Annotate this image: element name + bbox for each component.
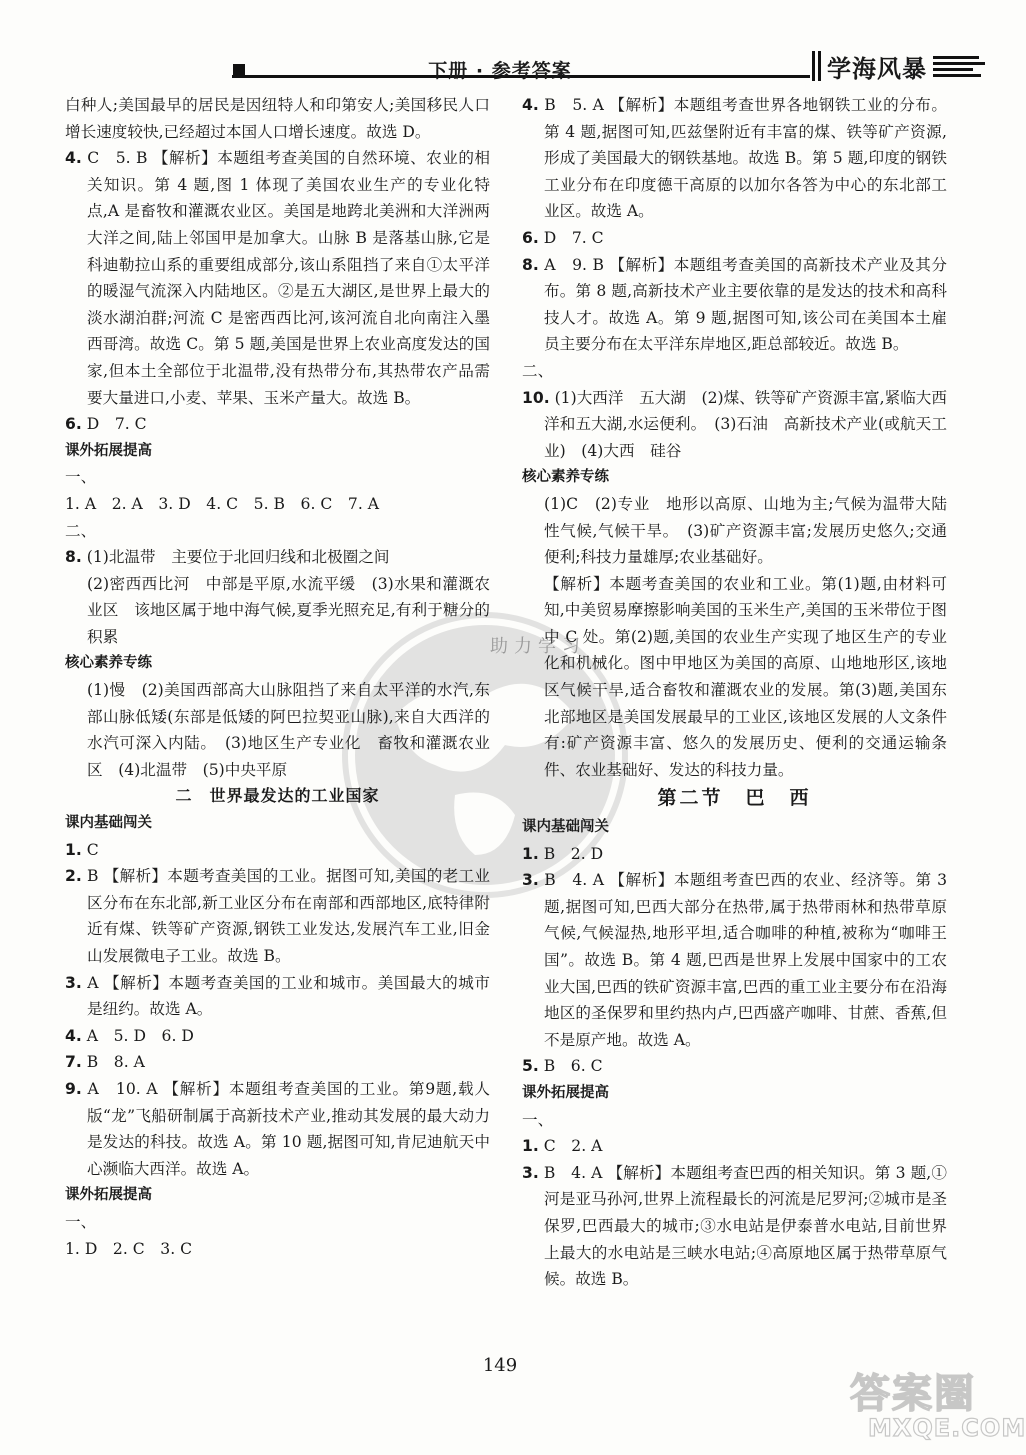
question-number: 9. bbox=[65, 1079, 82, 1098]
answer-item bbox=[65, 411, 490, 438]
logo-bars-icon bbox=[812, 51, 821, 81]
subsection-heading: 核心素养专练 bbox=[65, 655, 152, 672]
answer-text: B 8. A bbox=[86, 1053, 145, 1072]
answer-text: B 5. A 【解析】本题组考查世界各地钢铁工业的分布。第 4 题,据图可知,匹兹堡附近有丰富的煤、铁等矿产资源,形成了美国最大的钢铁基地。故选 B。第 5 题,印度的钢铁工业分布在印度德干高原的以加尔各答为中心的东北部工业区。故选 A。 bbox=[544, 96, 947, 221]
subsection-heading: 核心素养专练 bbox=[522, 469, 609, 486]
left-column bbox=[65, 92, 490, 1262]
header-title: 下册 · 参考答案 bbox=[428, 60, 572, 82]
answer-text: (1)大西洋 五大湖 (2)煤、铁等矿产资源丰富,紧临大西洋和五大湖,水运便利。 (3)石油 高新技术产业(或航天工业) (4)大西 硅谷 bbox=[544, 388, 947, 460]
answer-text: C 2. A bbox=[543, 1137, 603, 1156]
answer-text: 【解析】本题考查美国的农业和工业。第(1)题,由材料可知,中美贸易摩擦影响美国的玉米生产,美国的玉米带位于图中 C 处。第(2)题,美国的农业生产实现了地区生产的专业化和机械化。图中甲地区为美国的高原、山地地形区,该地区气候干旱,适合畜牧和灌溉农业的发展。第(3)题,美国东北部地区是美国发展最早的工业区,该地区发展的人文条件有:矿产资源丰富、悠久的发展历史、便利的交通运输条件、农业基础好、发达的科技力量。 bbox=[544, 574, 947, 779]
text-line: 二、 bbox=[65, 521, 97, 540]
text-line: 1. D 2. C 3. C bbox=[65, 1239, 193, 1258]
answer-text: (1)慢 (2)美国西部高大山脉阻挡了来自太平洋的水汽,东部山脉低矮(东部是低矮的阿巴拉契亚山脉),来自大西洋的水汽可深入内陆。 (3)地区生产专业化 畜牧和灌溉农业区 (4)北温带 (5)中央平原 bbox=[87, 681, 490, 779]
brand-logo bbox=[812, 48, 985, 84]
answer-text: C 5. B 【解析】本题组考查美国的自然环境、农业的相关知识。第 4 题,图 1 体现了美国农业生产的专业化特点,A 是畜牧和灌溉农业区。美国是地跨北美洲和大洋洲两大洋之间,陆上邻国甲是加拿大。山脉 B 是落基山脉,它是科迪勒拉山系的重要组成部分,该山系阻挡了来自①太平洋的暖湿气流深入内陆地区。②是五大湖区,是世界上最大的淡水湖泊群;河流 C 是密西西比河,该河流自北向南注入墨西哥湾。故选 C。第 5 题,美国是世界上农业高度发达的国家,但本土全部位于北温带,没有热带分布,其热带农产品需要大量进口,小麦、苹果、玉米产量大。故选 B。 bbox=[87, 149, 490, 407]
corner-watermark-title: 答案圈 bbox=[850, 1371, 976, 1417]
answer-item bbox=[522, 225, 947, 252]
answer-item bbox=[522, 841, 947, 868]
question-number: 3. bbox=[522, 871, 539, 890]
question-number: 6. bbox=[522, 228, 539, 247]
section-heading: 第二节 巴 西 bbox=[657, 787, 812, 810]
answer-item bbox=[522, 1160, 947, 1293]
question-number: 10. bbox=[522, 388, 550, 407]
answer-text: A 10. A 【解析】本题组考查美国的工业。第9题,载人版“龙”飞船研制属于高新技术产业,推动其发展的最大动力是发达的科技。故选 A。第 10 题,据图可知,肯尼迪航天中心濒临大西洋。故选 A。 bbox=[87, 1079, 490, 1178]
answer-item bbox=[522, 867, 947, 1053]
question-number: 1. bbox=[65, 840, 82, 859]
page-number: 149 bbox=[482, 1355, 518, 1376]
answer-item bbox=[65, 837, 490, 864]
answer-text: B 4. A 【解析】本题组考查巴西的农业、经济等。第 3 题,据图可知,巴西大部分在热带,属于热带雨林和热带草原气候,气候湿热,地形平坦,适合咖啡的种植,被称为“咖啡王国”。故选 B。第 4 题,巴西是世界上发展中国家中的工农业大国,巴西的铁矿资源丰富,巴西的重工业主要分布在沿海地区的圣保罗和里约热内卢,巴西盛产咖啡、甘蔗、香蕉,但不是原产地。故选 A。 bbox=[544, 871, 948, 1049]
logo-lines-icon bbox=[933, 56, 985, 77]
answer-item bbox=[65, 863, 490, 969]
answer-item bbox=[65, 1049, 490, 1076]
page-header bbox=[0, 0, 1000, 95]
text-line: 二、 bbox=[522, 361, 554, 380]
answer-item bbox=[522, 252, 947, 358]
right-column bbox=[522, 92, 947, 1293]
answer-item bbox=[65, 1076, 490, 1182]
question-number: 7. bbox=[65, 1053, 82, 1072]
answer-item bbox=[522, 92, 947, 225]
answer-text: (1)C (2)专业 地形以高原、山地为主;气候为温带大陆性气候,气候干旱。 (3)矿产资源丰富;发展历史悠久;交通便利;科技力量雄厚;农业基础好。 bbox=[544, 494, 947, 567]
answer-item bbox=[65, 544, 490, 571]
answer-text: B 4. A 【解析】本题组考查巴西的相关知识。第 3 题,①河是亚马孙河,世界上流程最长的河流是尼罗河;②城市是圣保罗,巴西最大的城市;③水电站是伊泰普水电站,目前世界上最大的水电站是三峡水电站;④高原地区属于热带草原气候。故选 B。 bbox=[543, 1163, 947, 1289]
question-number: 6. bbox=[65, 415, 82, 434]
brand-name: 学海风暴 bbox=[827, 54, 927, 83]
answer-item bbox=[65, 145, 490, 411]
answer-text: B 2. D bbox=[543, 844, 604, 863]
subsection-heading: 课外拓展提高 bbox=[65, 1187, 152, 1204]
text-line: 1. A 2. A 3. D 4. C 5. B 6. C 7. A bbox=[65, 494, 380, 513]
text-line: 一、 bbox=[522, 1110, 554, 1129]
subsection-heading: 课内基础闯关 bbox=[522, 819, 609, 836]
question-number: 4. bbox=[65, 149, 82, 168]
question-number: 1. bbox=[522, 844, 539, 863]
corner-watermark bbox=[850, 1362, 1026, 1452]
question-number: 3. bbox=[65, 973, 82, 992]
text-line: 一、 bbox=[65, 1212, 97, 1231]
question-number: 3. bbox=[522, 1163, 539, 1182]
answer-text: B 6. C bbox=[543, 1057, 603, 1076]
answer-item bbox=[65, 1023, 490, 1050]
question-number: 4. bbox=[65, 1026, 82, 1045]
answer-item bbox=[522, 1053, 947, 1080]
corner-watermark-url: MXQE.COM bbox=[868, 1414, 1026, 1442]
question-number: 5. bbox=[522, 1057, 539, 1076]
text-line: 一、 bbox=[65, 468, 97, 487]
question-number: 2. bbox=[65, 867, 82, 886]
answer-text: A 9. B 【解析】本题组考查美国的高新技术产业及其分布。第 8 题,高新技术产业主要依靠的是发达的技术和高科技人才。故选 A。第 9 题,据图可知,该公司在美国本土雇员主要分布在太平洋东岸地区,距总部较近。故选 B。 bbox=[544, 255, 947, 354]
subsection-heading: 课外拓展提高 bbox=[65, 442, 152, 459]
answer-text: (2)密西西比河 中部是平原,水流平缓 (3)水果和灌溉农业区 该地区属于地中海气候,夏季光照充足,有利于糖分的积累 bbox=[87, 574, 490, 646]
question-number: 8. bbox=[65, 548, 82, 567]
section-heading: 二 世界最发达的工业国家 bbox=[175, 786, 380, 806]
answer-item bbox=[65, 970, 490, 1023]
answer-text: A 5. D 6. D bbox=[86, 1026, 194, 1045]
text-line: 白种人;美国最早的居民是因纽特人和印第安人;美国移民人口增长速度较快,已经超过本国人口增长速度。故选 D。 bbox=[65, 96, 490, 141]
answer-text: D 7. C bbox=[86, 415, 147, 434]
question-number: 8. bbox=[522, 255, 539, 274]
answer-text: (1)北温带 主要位于北回归线和北极圈之间 bbox=[86, 548, 390, 567]
answer-item bbox=[522, 385, 947, 465]
question-number: 4. bbox=[522, 96, 539, 114]
answer-item bbox=[522, 1133, 947, 1160]
answer-text: A 【解析】本题考查美国的工业和城市。美国最大的城市是纽约。故选 A。 bbox=[87, 973, 490, 1019]
answer-text: C bbox=[86, 840, 99, 859]
answer-text: D 7. C bbox=[543, 228, 604, 247]
answer-text: B 【解析】本题考查美国的工业。据图可知,美国的老工业区分布在东北部,新工业区分布在南部和西部地区,底特律附近有煤、铁等矿产资源,钢铁工业发达,发展汽车工业,旧金山发展微电子工业。故选 B。 bbox=[87, 867, 491, 965]
watermark-text: 助力学习 bbox=[490, 636, 586, 657]
subsection-heading: 课外拓展提高 bbox=[522, 1084, 609, 1101]
question-number: 1. bbox=[522, 1137, 539, 1156]
subsection-heading: 课内基础闯关 bbox=[65, 815, 152, 832]
